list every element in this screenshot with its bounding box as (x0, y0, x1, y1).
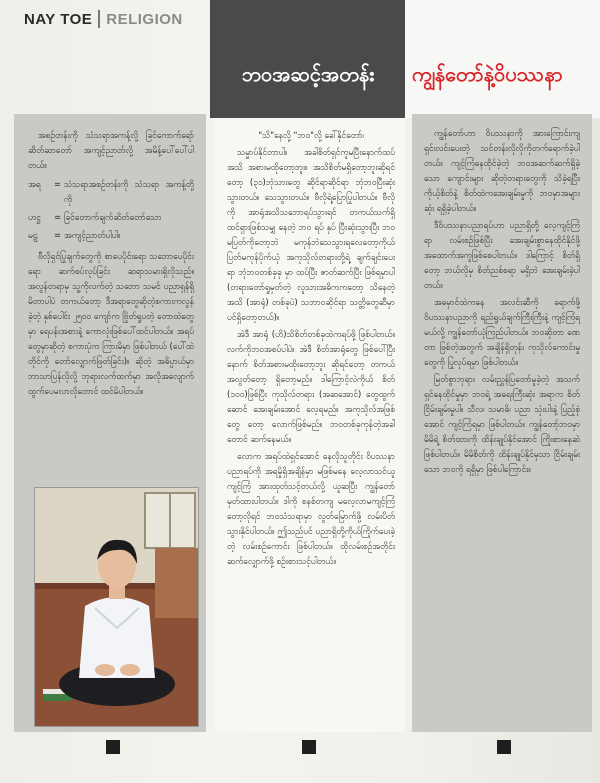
masthead-divider (98, 10, 100, 28)
column-3 (412, 114, 592, 732)
definition-term: အရ (28, 179, 41, 189)
monk-meditating-photo (34, 487, 199, 727)
column-3-paragraph: ကျွန်တော်ဟာ ဝိပဿနာကို အားကြောင်းကျ ရှင်းလင်းပေးတဲ့ သင်တန်းလိုလိုကိုတက်ရောက်ခဲ့ပါတယ်။ ကျင့်ကြံနေထိုင်ခဲ့တဲ့ ဘဝအဆက်ဆက်ရှိခဲ့သော ကျောင်းများ ဆိုတဲ့တရားတွေကို သိခဲ့ရပြီး ကိုယ့်စိတ်နဲ့ စိတ်ထဲကအေးချမ်းမှုကို ဘဝမှာအများဆုံး ရရှိခဲ့ပါတယ်။ (424, 128, 580, 213)
definition-list (28, 177, 194, 243)
definition-item (28, 210, 194, 225)
definition-meaning: ခြင်တောက်ချက်ဆိတ်တော်သော (64, 212, 162, 222)
column-3-paragraph: မြတ်စွာဘုရား လမ်းညွှန်ပြတော်မူခဲ့တဲ့ အသက်ရှင်နေထိုင်မှုမှာ ဘဝရဲ့ အရေးကြီးဆုံး အရာက စိတ်ငြိမ်းချမ်းမှုပါ။ သီလ၊ သမာဓိ၊ ပညာ သုံးပါးနဲ့ ပြည့်စုံအောင် ကျင့်ကြံရမှာ ဖြစ်ပါတယ်။ ကျွန်တော့်ဘဝမှာ မိမိရဲ့ စိတ်ထားကို ထိန်းချုပ်နိုင်အောင် ကြိုးစားနေဆဲ ဖြစ်ပါတယ်။ မိမိစိတ်ကို ထိန်းချုပ်နိုင်မှသာ ငြိမ်းချမ်းသော ဘဝကို ရရှိမှာ ဖြစ်ပါကြောင်း။ (424, 374, 580, 474)
definition-term: မဠ (28, 230, 38, 240)
definition-term: ဟဋ္ဌ (28, 212, 41, 222)
column-2 (215, 118, 405, 732)
column-1-paragraph: ဗီလိုရှင်ပြုချက်တွေကို စာပေပိုင်းရော သဘောပေပိုင်းရော ဆက်စပ်လုပ်ခြင်း ဆရာသမားရှိလိုသည်။ အလွန်တရာမှ သူ့ကိုလက်တဲ့ သဘော သမင် ပညာရှန်ရှိမိတာပါပဲ တကယ်တော့ ဒီအရာတွေဆိုတဲ့စကားကလွန်ခဲ့တဲ့ နှစ်ပေါင်း ၂၅၀၀ ကျော်က ဗြိုတ်ရှုပတဲ့ တောထဲတွေမှာ ရေပန်းအစားနဲ့ ကောလုံးဖြစ်ပေါ်ထင်ပါတယ်။ အရပ်တွေမှာဆိုတဲ့ စကားပုံက ကြားမိမှာ ဖြစ်ပါတယ် (ပေါ်ထဲတိုင်ကို တော်လျှောက်ဖြတ်ခြင်း)။ ဆိုတဲ့ အဓိပ္ပာယ်မှာ ဘာသာပြန်လိုလို့ ဘုရားလက်ထက်မှာ အလိုအလျောက် ထွက်ပေမလာလိုတောင် ထင်မိပါတယ်။ (28, 251, 194, 396)
equals-sign: = (54, 179, 62, 189)
definition-item (28, 228, 194, 243)
equals-sign: = (54, 230, 62, 240)
definition-meaning: အကျင့်ညာတ်ပါပါ။ (64, 230, 121, 240)
column-3-paragraph: ဒီဝိပဿနာပညာရပ်ဟာ ပညာရှိတို့ လေ့ကျင့်ကြံရာ လမ်းစဉ်ဖြစ်ပြီး အေးချမ်းစွာနေထိုင်နိုင်ဖို့ အထောက်အကူဖြစ်စေပါတယ်။ ဒါကြောင့် စိတ်ရှိတော့ ဘယ်လိုမှ စိတ်ညစ်စရာ မရှိဘဲ အေးချမ်းခဲ့ပါတယ်။ (424, 220, 580, 290)
column-2-quote: "သိ"နေလို့ "ဘဝ"လို့ ခေါ်နိုင်တော်၊ (258, 130, 364, 140)
article-title (214, 56, 594, 96)
column-end-marker (302, 740, 316, 754)
magazine-name: NAY TOE (24, 10, 93, 28)
section-name: RELIGION (106, 10, 183, 28)
masthead (24, 6, 183, 32)
column-end-marker (497, 740, 511, 754)
definition-meaning: သံသရာအစဉ်တန်းကို သံသရာ အကန့်တို့ကို (64, 179, 194, 204)
column-2-paragraph: သမ္မာပ်နိုင်တာပါ။ အခါစိတ်ရှင်ကူမပြီးနောက်ထပ်အသိ အစားမထိုတော့ဘူး။ အသိစိတ်မရှိတော့ဘူးဆိုရင်တော့ (၃၁)ဘုံသားတွေ ဆိုင်ရာဆိုင်ရာ ဘုံဘဝပြီးဆုံးသွားတယ်။ သေသွားတယ်။ ဗီလိုရဲ့ပြောပြုပါတယ်။ ဗီလိုကို အာရုံအသိသဘောရပ်သွားရင် တကယ်သက်ရှိထင်ရှားဖြစ်သမျှ နေတဲ့ ဘဝ ရပ် နှပ် ပြီးဆုံးသွားပြီး ဘဝမပြတ်ကိုတော့ဘဲ မကုန်ဘဲသေသွားရလေတော့ကိုယ်ပြတ်မကုန်ပိုက်ယုံ အကုသိုလ်တရားတို့ရဲ့ ချက်ချင်းပေးရာ ဘုံဘဝတစ်ခုခု မှာ ထပ်ပြီး ဇာတ်ဆက်ပြီး ဖြစ်ရမှာပါ (တရားတော်ရှုမှတ်တဲ့ လူသားအဓိကကတော့ သိနေတဲ့အသိ (အာရုံ) တစ်ခုပဲ) သဘာဝဆိုင်ရာ သတ္တိတွေဆီမှာပင်ရှိတော့တယ်)။ (227, 147, 395, 322)
title-part-2: ကျွန်တော်နဲ့ဝိပဿနာ (412, 62, 563, 86)
column-1-intro: အစဉ်တန်းကို သံသရာအကန့်လို့ ခြင်ကောက်ရော်ဆိတ်ဆာတော် အကျင့်ညာတ်လို့ အမိန့်ပေါ်ပေါ်ပါတယ်။ (28, 130, 194, 170)
column-end-marker (106, 740, 120, 754)
column-2-paragraph: လောက အရပ်ထဲရှင်အောင် နေလိုသူတိုင်း ဝိပဿနာပညာရပ်ကို အရမှိုရှိအချိန်မှာ မဖြစ်မနေ လေ့လာသင်ယူကျင့်ကြံ အားထုတ်သင့်တယ်လို့ ယူဆပြီး ကျွန်တော် မှတ်ထားပါတယ်။ ဒါကို စနစ်တကျ မလေ့လာမကျင့်ကြံတော့လိုရင် ဘဝသံသရာမှာ လွတ်မြောက်ဖို့ လမ်းပိတ်သွားနိုင်ပါတယ်။ ဤသည်ပင် ပညာရှိတို့ကိုယ်ကြိုက်ပေးခဲ့တဲ့ လမ်းစဉ်ကောင်း ဖြစ်ပါတယ်။ ထိုလမ်းစဉ်အတိုင်း ဆက်လျှောက်ဖို့ စဉ်းစားသင့်ပါတယ်။ (227, 451, 395, 566)
definition-item (28, 177, 194, 207)
title-part-1: ဘဝအဆင့်အတန်း (241, 62, 375, 86)
column-2-paragraph: အဲဒီ အာရုံ (ဟိ)သိစိတ်တစ်ခုထဲကရပ်ဖို့ ဖြစ်ပါတယ်။ လက်ကိုဘဝအစပ်ပါပဲ။ အဲဒီ စိတ်အာရုံတွေ ဖြစ်ပေါ်ပြီးနောက် စိတ်အစားမထိုးတော့ဘူး ဆိုရင်တော့ တကယ်အလွတ်တော့ ရှိတော့မည်။ ဒါကြောင့်လဲကိုယ် စိတ် (၁၀၀)ဖြစ်ပြီး ကုသိုလ်တရား (အဆအောင်) တွေထွက်ဆောင် အေးချမ်းအောင် လေ့ရမည်။ အကုသိုလ်အဖြစ်တွေ တော့ လောက်ဖြစ်မည်။ ဘဝတစ်ခုကုန်တဲ့အခါ တောင် ဆက်နေမယ်။ (227, 329, 395, 444)
column-3-paragraph: အမှောင်ထဲကနေ အလင်းဆီကို ရောက်ဖို့ ဝိပဿနာပညာကို ရည်ရွယ်ချက်ကြီးကြီးနဲ့ ကျင့်ကြံရမယ်လို့ ကျွန်တော်ယုံကြည်ပါတယ်။ ဘဝဆိုတာ ခဏတာ ဖြစ်တဲ့အတွက် အချိန်ရှိတုန်း ကုသိုလ်ကောင်းမှုတွေကို ပြုလုပ်ရမှာ ဖြစ်ပါတယ်။ (424, 297, 580, 367)
equals-sign: = (54, 212, 62, 222)
